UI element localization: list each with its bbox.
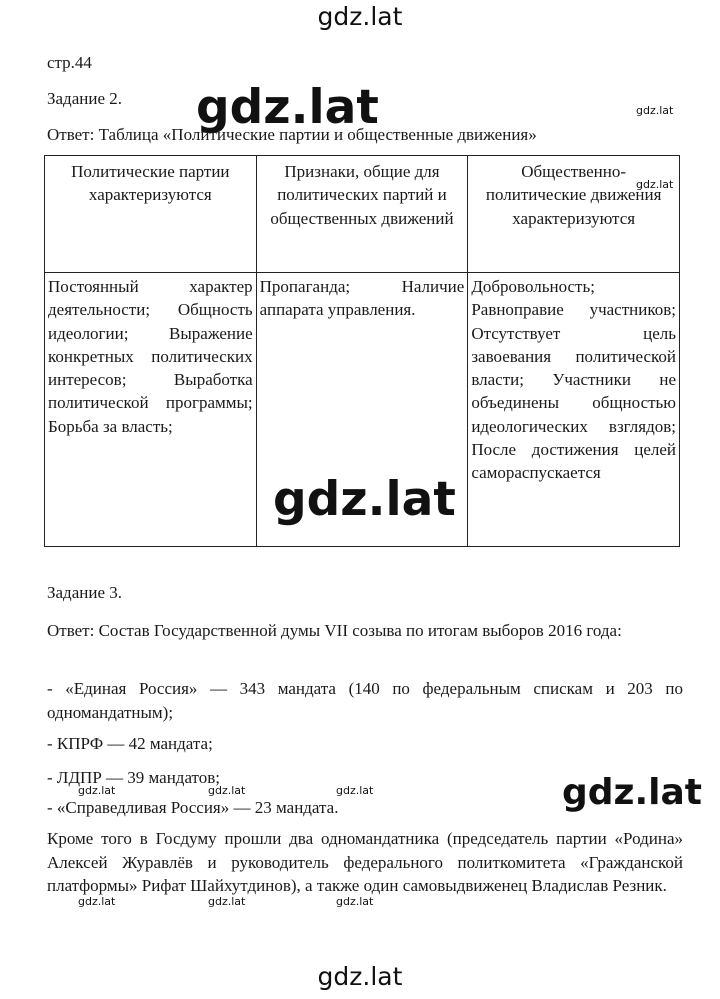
task-2-answer: Ответ: Таблица «Политические партии и общественные движения»: [47, 125, 537, 144]
watermark-small: gdz.lat: [336, 784, 374, 797]
watermark-small: gdz.lat: [336, 895, 374, 908]
table-cell: Постоянный характер деятельности; Общность идеологии; Выражение конкретных политических интересов; Выработка политической программы; Борьба за власть;: [45, 273, 257, 547]
list-item: - КПРФ — 42 мандата;: [47, 734, 213, 753]
watermark-small: gdz.lat: [636, 104, 674, 117]
table-header-cell: Политические партии характеризуются: [45, 156, 257, 273]
task-2-title: Задание 2.: [47, 89, 122, 108]
watermark-top: gdz.lat: [317, 2, 403, 31]
list-item: - «Справедливая Россия» — 23 мандата.: [47, 798, 339, 817]
watermark-small: gdz.lat: [78, 895, 116, 908]
watermark-small: gdz.lat: [208, 784, 246, 797]
watermark-small: gdz.lat: [78, 784, 116, 797]
task-3-answer: Ответ: Состав Государственной думы VII созыва по итогам выборов 2016 года:: [47, 621, 622, 640]
page-reference: стр.44: [47, 53, 92, 72]
watermark-large: gdz.lat: [273, 472, 456, 527]
table-header-cell: Общественно-политические движения характеризуются: [468, 156, 680, 273]
table-header-cell: Признаки, общие для политических партий и общественных движений: [256, 156, 468, 273]
watermark-bottom: gdz.lat: [317, 962, 403, 991]
table-header-row: [45, 156, 680, 273]
task-3-title: Задание 3.: [47, 583, 122, 602]
watermark-large: gdz.lat: [196, 80, 379, 135]
watermark-small: gdz.lat: [636, 178, 674, 191]
list-item: - «Единая Россия» — 343 мандата (140 по федеральным спискам и 203 по одномандатным);: [47, 679, 683, 722]
task-3-extra: Кроме того в Госдуму прошли два одномандатника (председатель партии «Родина» Алексей Журавлёв и руководитель федерального политкомитета «Гражданской платформы» Рифат Шайхутдинов), а также один самовыдвиженец Владислав Резник.: [47, 829, 683, 895]
list-item: - ЛДПР — 39 мандатов;: [47, 768, 221, 787]
table-cell: Добровольность; Равноправие участников; Отсутствует цель завоевания политической власти; Участники не объединены общностью идеологических взглядов; После достижения целей самораспускается: [468, 273, 680, 547]
watermark-large: gdz.lat: [562, 772, 703, 813]
table-cell: Пропаганда; Наличие аппарата управления.: [256, 273, 468, 547]
watermark-small: gdz.lat: [208, 895, 246, 908]
